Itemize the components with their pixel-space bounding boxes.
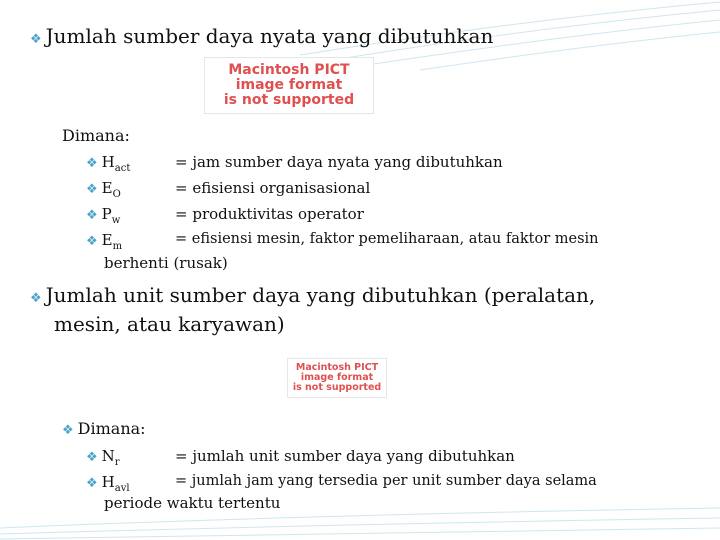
- unsupported-image-placeholder: Macintosh PICT image format is not supported: [204, 57, 374, 114]
- definition-item: ❖ $H_{act}$: [86, 153, 131, 174]
- bullet-icon: ❖: [86, 476, 98, 491]
- bullet-icon: ❖: [86, 208, 98, 223]
- definition-item: ❖ $E_O$: [86, 179, 121, 200]
- definition-text: = produktivitas operator: [175, 205, 364, 223]
- section1-heading: ❖ Jumlah sumber daya nyata yang dibutuhkan: [30, 24, 494, 48]
- definition-item: ❖ $N_r$: [86, 447, 120, 468]
- definition-text: = jam sumber daya nyata yang dibutuhkan: [175, 153, 503, 171]
- definition-text: = efisiensi mesin, faktor pemeliharaan, atau faktor mesin: [175, 231, 599, 247]
- bullet-icon: ❖: [86, 182, 98, 197]
- definition-continuation: periode waktu tertentu: [104, 494, 281, 512]
- bullet-icon: ❖: [86, 450, 98, 465]
- section2-heading: ❖ Jumlah unit sumber daya yang dibutuhkan (peralatan,: [30, 283, 596, 307]
- dimana-label: ❖ Dimana:: [62, 419, 146, 438]
- definition-item: ❖ $E_m$: [86, 231, 123, 252]
- dimana-label: Dimana:: [62, 126, 130, 145]
- bullet-icon: ❖: [86, 234, 98, 249]
- bullet-icon: ❖: [30, 32, 42, 47]
- definition-item: ❖ $H_{avl}$: [86, 473, 130, 494]
- bullet-icon: ❖: [30, 291, 42, 306]
- bullet-icon: ❖: [62, 423, 74, 438]
- definition-item: ❖ $P_w$: [86, 205, 121, 226]
- unsupported-image-placeholder: Macintosh PICT image format is not supported: [287, 358, 387, 398]
- definition-text: = jumlah jam yang tersedia per unit sumber daya selama: [175, 473, 597, 489]
- definition-text: = jumlah unit sumber daya yang dibutuhkan: [175, 447, 515, 465]
- definition-text: = efisiensi organisasional: [175, 179, 371, 197]
- section2-heading-continuation: mesin, atau karyawan): [54, 312, 285, 336]
- definition-continuation: berhenti (rusak): [104, 254, 228, 272]
- bullet-icon: ❖: [86, 156, 98, 171]
